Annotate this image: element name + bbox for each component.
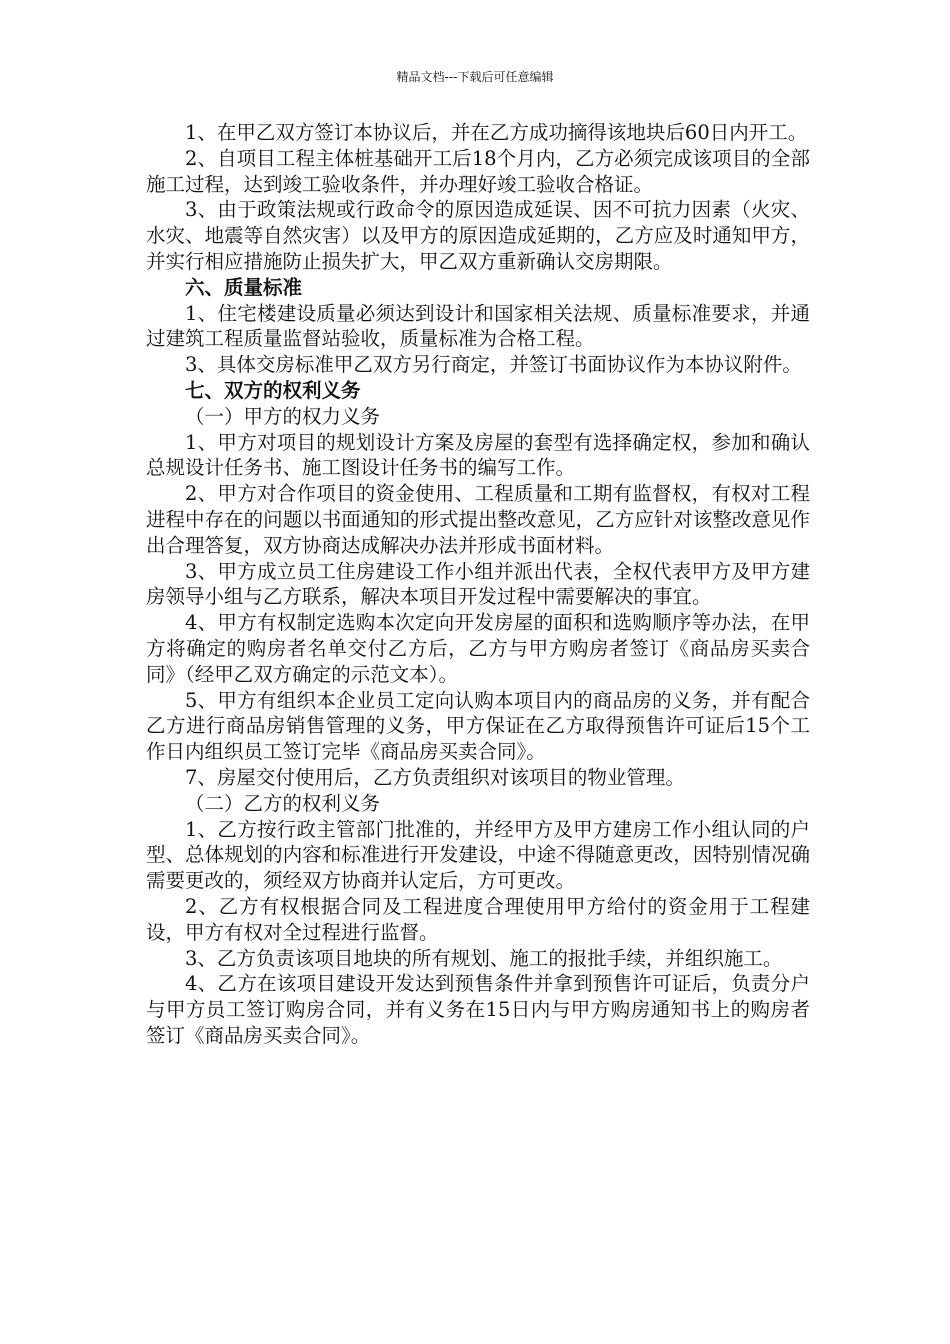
paragraph: 2、乙方有权根据合同及工程进度合理使用甲方给付的资金用于工程建设，甲方有权对全过程进行监督。 [146,894,810,944]
paragraph: 3、甲方成立员工住房建设工作小组并派出代表，全权代表甲方及甲方建房领导小组与乙方联系，解决本项目开发过程中需要解决的事宜。 [146,559,810,609]
paragraph: 1、乙方按行政主管部门批准的，并经甲方及甲方建房工作小组认同的户型、总体规划的内容和标准进行开发建设，中途不得随意更改，因特别情况确需要更改的，须经双方协商并认定后，方可更改。 [146,817,810,893]
paragraph: 7、房屋交付使用后，乙方负责组织对该项目的物业管理。 [185,765,685,789]
section-heading: 七、双方的权利义务 [185,378,361,402]
paragraph: 3、乙方负责该项目地块的所有规划、施工的报批手续，并组织施工。 [185,946,783,970]
paragraph: 4、甲方有权制定选购本次定向开发房屋的面积和选购顺序等办法，在甲方将确定的购房者名单交付乙方后，乙方与甲方购房者签订《商品房买卖合同》（经甲乙双方确定的示范文本）。 [146,611,810,686]
document-body [146,120,810,1049]
paragraph: 1、住宅楼建设质量必须达到设计和国家相关法规、质量标准要求，并通过建筑工程质量监督站验收，质量标准为合格工程。 [146,301,810,351]
paragraph: （一）甲方的权力义务 [185,404,381,428]
section-heading: 六、质量标准 [185,275,303,299]
paragraph: 1、在甲乙双方签订本协议后，并在乙方成功摘得该地块后60日内开工。 [185,121,808,144]
paragraph: 3、具体交房标准甲乙双方另行商定，并签订书面协议作为本协议附件。 [185,353,802,377]
page-header: 精品文档---下载后可任意编辑 [396,70,554,84]
paragraph: 2、甲方对合作项目的资金使用、工程质量和工期有监督权，有权对工程进程中存在的问题以书面通知的形式提出整改意见，乙方应针对该整改意见作出合理答复，双方协商达成解决办法并形成书面材料。 [146,482,810,557]
paragraph: 3、由于政策法规或行政命令的原因造成延误、因不可抗力因素（火灾、水灾、地震等自然灾害）以及甲方的原因造成延期的，乙方应及时通知甲方，并实行相应措施防止损失扩大，甲乙双方重新确认交房期限。 [146,198,810,273]
paragraph: 1、甲方对项目的规划设计方案及房屋的套型有选择确定权，参加和确认总规设计任务书、施工图设计任务书的编写工作。 [146,430,810,480]
paragraph: 4、乙方在该项目建设开发达到预售条件并拿到预售许可证后，负责分户与甲方员工签订购房合同，并有义务在15日内与甲方购房通知书上的购房者签订《商品房买卖合同》。 [146,972,810,1047]
paragraph: （二）乙方的权利义务 [185,791,381,815]
paragraph: 5、甲方有组织本企业员工定向认购本项目内的商品房的义务，并有配合乙方进行商品房销售管理的义务，甲方保证在乙方取得预售许可证后15个工作日内组织员工签订完毕《商品房买卖合同》。 [146,688,810,764]
paragraph: 2、自项目工程主体桩基础开工后18个月内，乙方必须完成该项目的全部施工过程，达到竣工验收条件，并办理好竣工验收合格证。 [146,146,810,196]
